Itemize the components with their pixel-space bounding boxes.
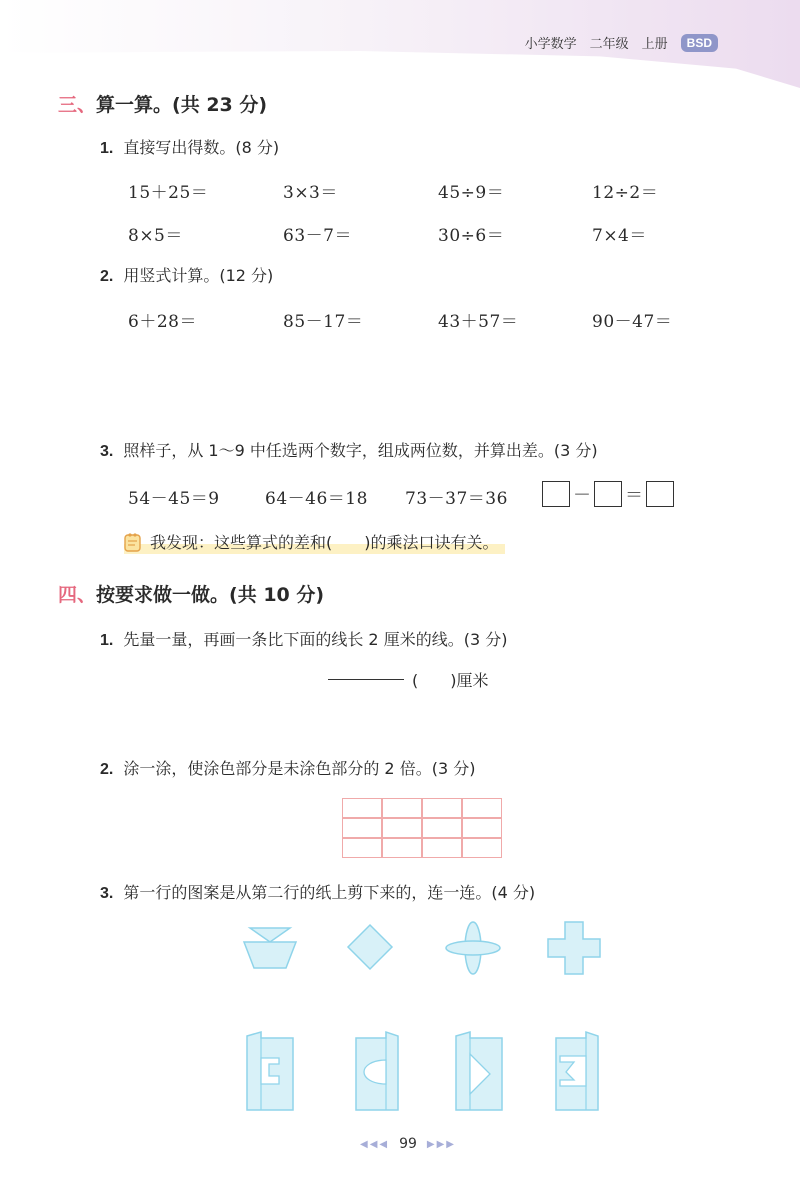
forward-arrows-icon: ▶▶▶	[426, 1138, 456, 1150]
s3-q3-number: 3.	[100, 443, 114, 460]
minus-sign: －	[573, 485, 591, 506]
grid-cell[interactable]	[342, 798, 382, 818]
grid-cell[interactable]	[422, 818, 462, 838]
s3-q2	[100, 263, 273, 286]
s3-q2-eq-2: 85－17＝	[283, 312, 364, 332]
s3-q3-text: 照样子，从 1～9 中任选两个数字，组成两位数，并算出差。(3 分)	[123, 441, 598, 460]
folded-paper-zigzag-icon[interactable]	[550, 1030, 604, 1112]
s4-q3-number: 3.	[100, 885, 114, 902]
subtrahend-box[interactable]	[594, 481, 622, 507]
s3-q2-eq-4: 90－47＝	[592, 312, 673, 332]
s4-q3-text: 第一行的图案是从第二行的纸上剪下来的，连一连。(4 分)	[123, 883, 536, 902]
section3-title: 算一算。(共 23 分)	[96, 94, 268, 116]
s4-q2-number: 2.	[100, 761, 114, 778]
notepad-icon	[124, 532, 142, 552]
s4-q1-number: 1.	[100, 632, 114, 649]
section4-title: 按要求做一做。(共 10 分)	[96, 584, 325, 606]
s3-q1-eq-2-1: 8×5＝	[128, 226, 183, 246]
section3-number: 三、	[58, 94, 97, 116]
grid-cell[interactable]	[382, 838, 422, 858]
minuend-box[interactable]	[542, 481, 570, 507]
equals-sign: ＝	[625, 485, 643, 506]
s3-q3	[100, 438, 598, 461]
s4-q1-text: 先量一量，再画一条比下面的线长 2 厘米的线。(3 分)	[123, 630, 508, 649]
s3-q1	[100, 135, 279, 158]
s3-q1-eq-2-2: 63－7＝	[283, 226, 352, 246]
edition-badge: BSD	[681, 34, 718, 52]
grid-cell[interactable]	[382, 818, 422, 838]
s3-q1-eq-1-3: 45÷9＝	[438, 183, 505, 203]
grid-cell[interactable]	[422, 798, 462, 818]
folded-paper-round-icon[interactable]	[350, 1030, 404, 1112]
coloring-grid	[342, 798, 502, 858]
s3-q1-eq-1-2: 3×3＝	[283, 183, 338, 203]
s3-q2-eq-3: 43＋57＝	[438, 312, 519, 332]
diamond-shape-icon[interactable]	[345, 922, 395, 972]
s3-q1-text: 直接写出得数。(8 分)	[123, 138, 280, 157]
discovery-line	[124, 530, 505, 554]
back-arrows-icon: ◀◀◀	[360, 1138, 390, 1150]
s3-q2-eq-1: 6＋28＝	[128, 312, 197, 332]
measure-line	[328, 679, 404, 680]
grid-cell[interactable]	[422, 838, 462, 858]
s3-q2-text: 用竖式计算。(12 分)	[123, 266, 274, 285]
s4-q1	[100, 627, 507, 650]
header-info	[512, 33, 718, 52]
grid-cell[interactable]	[462, 798, 502, 818]
s3-q2-number: 2.	[100, 268, 114, 285]
plus-shape-icon[interactable]	[546, 920, 602, 976]
section4-heading	[58, 580, 324, 607]
header-grade: 二年级	[589, 37, 629, 52]
s3-q3-example-2: 64－46＝18	[265, 489, 368, 509]
header-volume: 上册	[641, 37, 668, 52]
folded-paper-triangle-icon[interactable]	[452, 1030, 506, 1112]
page-footer	[350, 1136, 466, 1152]
s3-q1-number: 1.	[100, 140, 114, 157]
s4-q3	[100, 880, 535, 903]
section3-heading	[58, 90, 267, 117]
grid-cell[interactable]	[342, 818, 382, 838]
page-number: 99	[399, 1136, 417, 1152]
header-subject: 小学数学	[524, 37, 577, 52]
s4-q1-answer: ( )厘米	[412, 671, 489, 690]
folded-paper-e-icon[interactable]	[243, 1030, 297, 1112]
s3-q1-eq-2-4: 7×4＝	[592, 226, 647, 246]
s3-q1-eq-2-3: 30÷6＝	[438, 226, 505, 246]
trapezoid-triangle-shape-icon[interactable]	[240, 922, 300, 972]
grid-cell[interactable]	[462, 838, 502, 858]
s3-q1-eq-1-4: 12÷2＝	[592, 183, 659, 203]
s3-q1-eq-1-1: 15＋25＝	[128, 183, 209, 203]
s4-q2-text: 涂一涂，使涂色部分是未涂色部分的 2 倍。(3 分)	[123, 759, 476, 778]
s3-q3-example-1: 54－45＝9	[128, 489, 220, 509]
s3-q3-blank-equation	[542, 481, 674, 507]
grid-cell[interactable]	[462, 818, 502, 838]
s4-q2	[100, 756, 475, 779]
section4-number: 四、	[58, 584, 97, 606]
discovery-text: 我发现：这些算式的差和( )的乘法口诀有关。	[150, 533, 499, 552]
round-cross-shape-icon[interactable]	[443, 919, 503, 977]
difference-box[interactable]	[646, 481, 674, 507]
s3-q3-example-3: 73－37＝36	[405, 489, 508, 509]
grid-cell[interactable]	[382, 798, 422, 818]
grid-cell[interactable]	[342, 838, 382, 858]
